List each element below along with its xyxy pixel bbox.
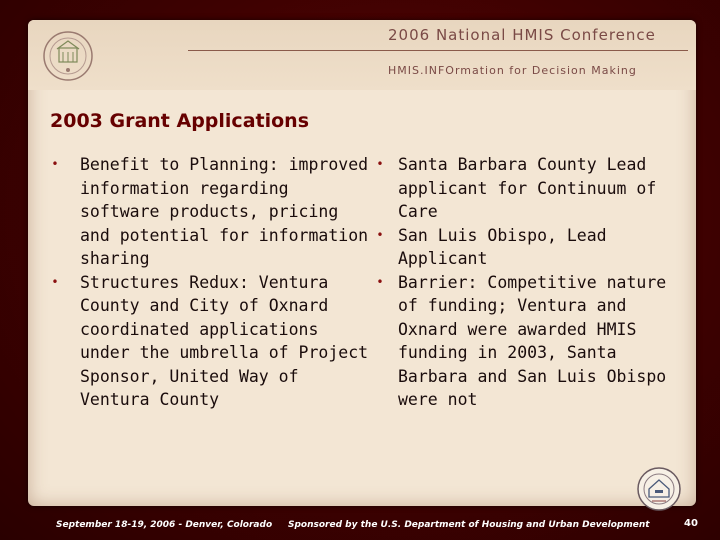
bullet-icon: • xyxy=(376,227,384,242)
bullet-text: San Luis Obispo, Lead Applicant xyxy=(398,225,607,268)
bullet-text: Barrier: Competitive nature of funding; Ventura and Oxnard were awarded HMIS funding in 2003, Santa Barbara and San Luis Obispo were not xyxy=(398,272,667,409)
footer-event-info: September 18-19, 2006 - Denver, Colorado xyxy=(56,520,273,530)
footer-sponsor: Sponsored by the U.S. Department of Housing and Urban Development xyxy=(288,520,650,530)
list-item xyxy=(365,224,690,271)
bullet-text: Santa Barbara County Lead applicant for Continuum of Care xyxy=(398,155,657,221)
left-bullet-list xyxy=(30,153,370,412)
conference-title: 2006 National HMIS Conference xyxy=(388,26,656,44)
bullet-icon: • xyxy=(376,274,384,289)
bullet-icon: • xyxy=(51,274,59,289)
list-item xyxy=(365,271,690,412)
bullet-text: Benefit to Planning: improved information regarding software products, pricing and potential for information sharing xyxy=(80,155,369,268)
bullet-icon: • xyxy=(376,157,384,171)
bullet-text: Structures Redux: Ventura County and City of Oxnard coordinated applications under the umbrella of Project Sponsor, United Way of Ventura County xyxy=(80,272,369,409)
conference-subtitle: HMIS.INFOrmation for Decision Making xyxy=(388,64,637,77)
header-divider xyxy=(188,50,688,51)
slide-title: 2003 Grant Applications xyxy=(50,110,310,132)
right-bullet-list xyxy=(365,153,690,412)
slide-number: 40 xyxy=(684,518,698,529)
equal-housing-opportunity-icon xyxy=(636,466,682,512)
list-item xyxy=(30,153,370,271)
list-item xyxy=(30,271,370,412)
list-item xyxy=(365,153,690,224)
hud-seal-icon xyxy=(42,30,94,82)
bullet-icon: • xyxy=(51,157,59,171)
